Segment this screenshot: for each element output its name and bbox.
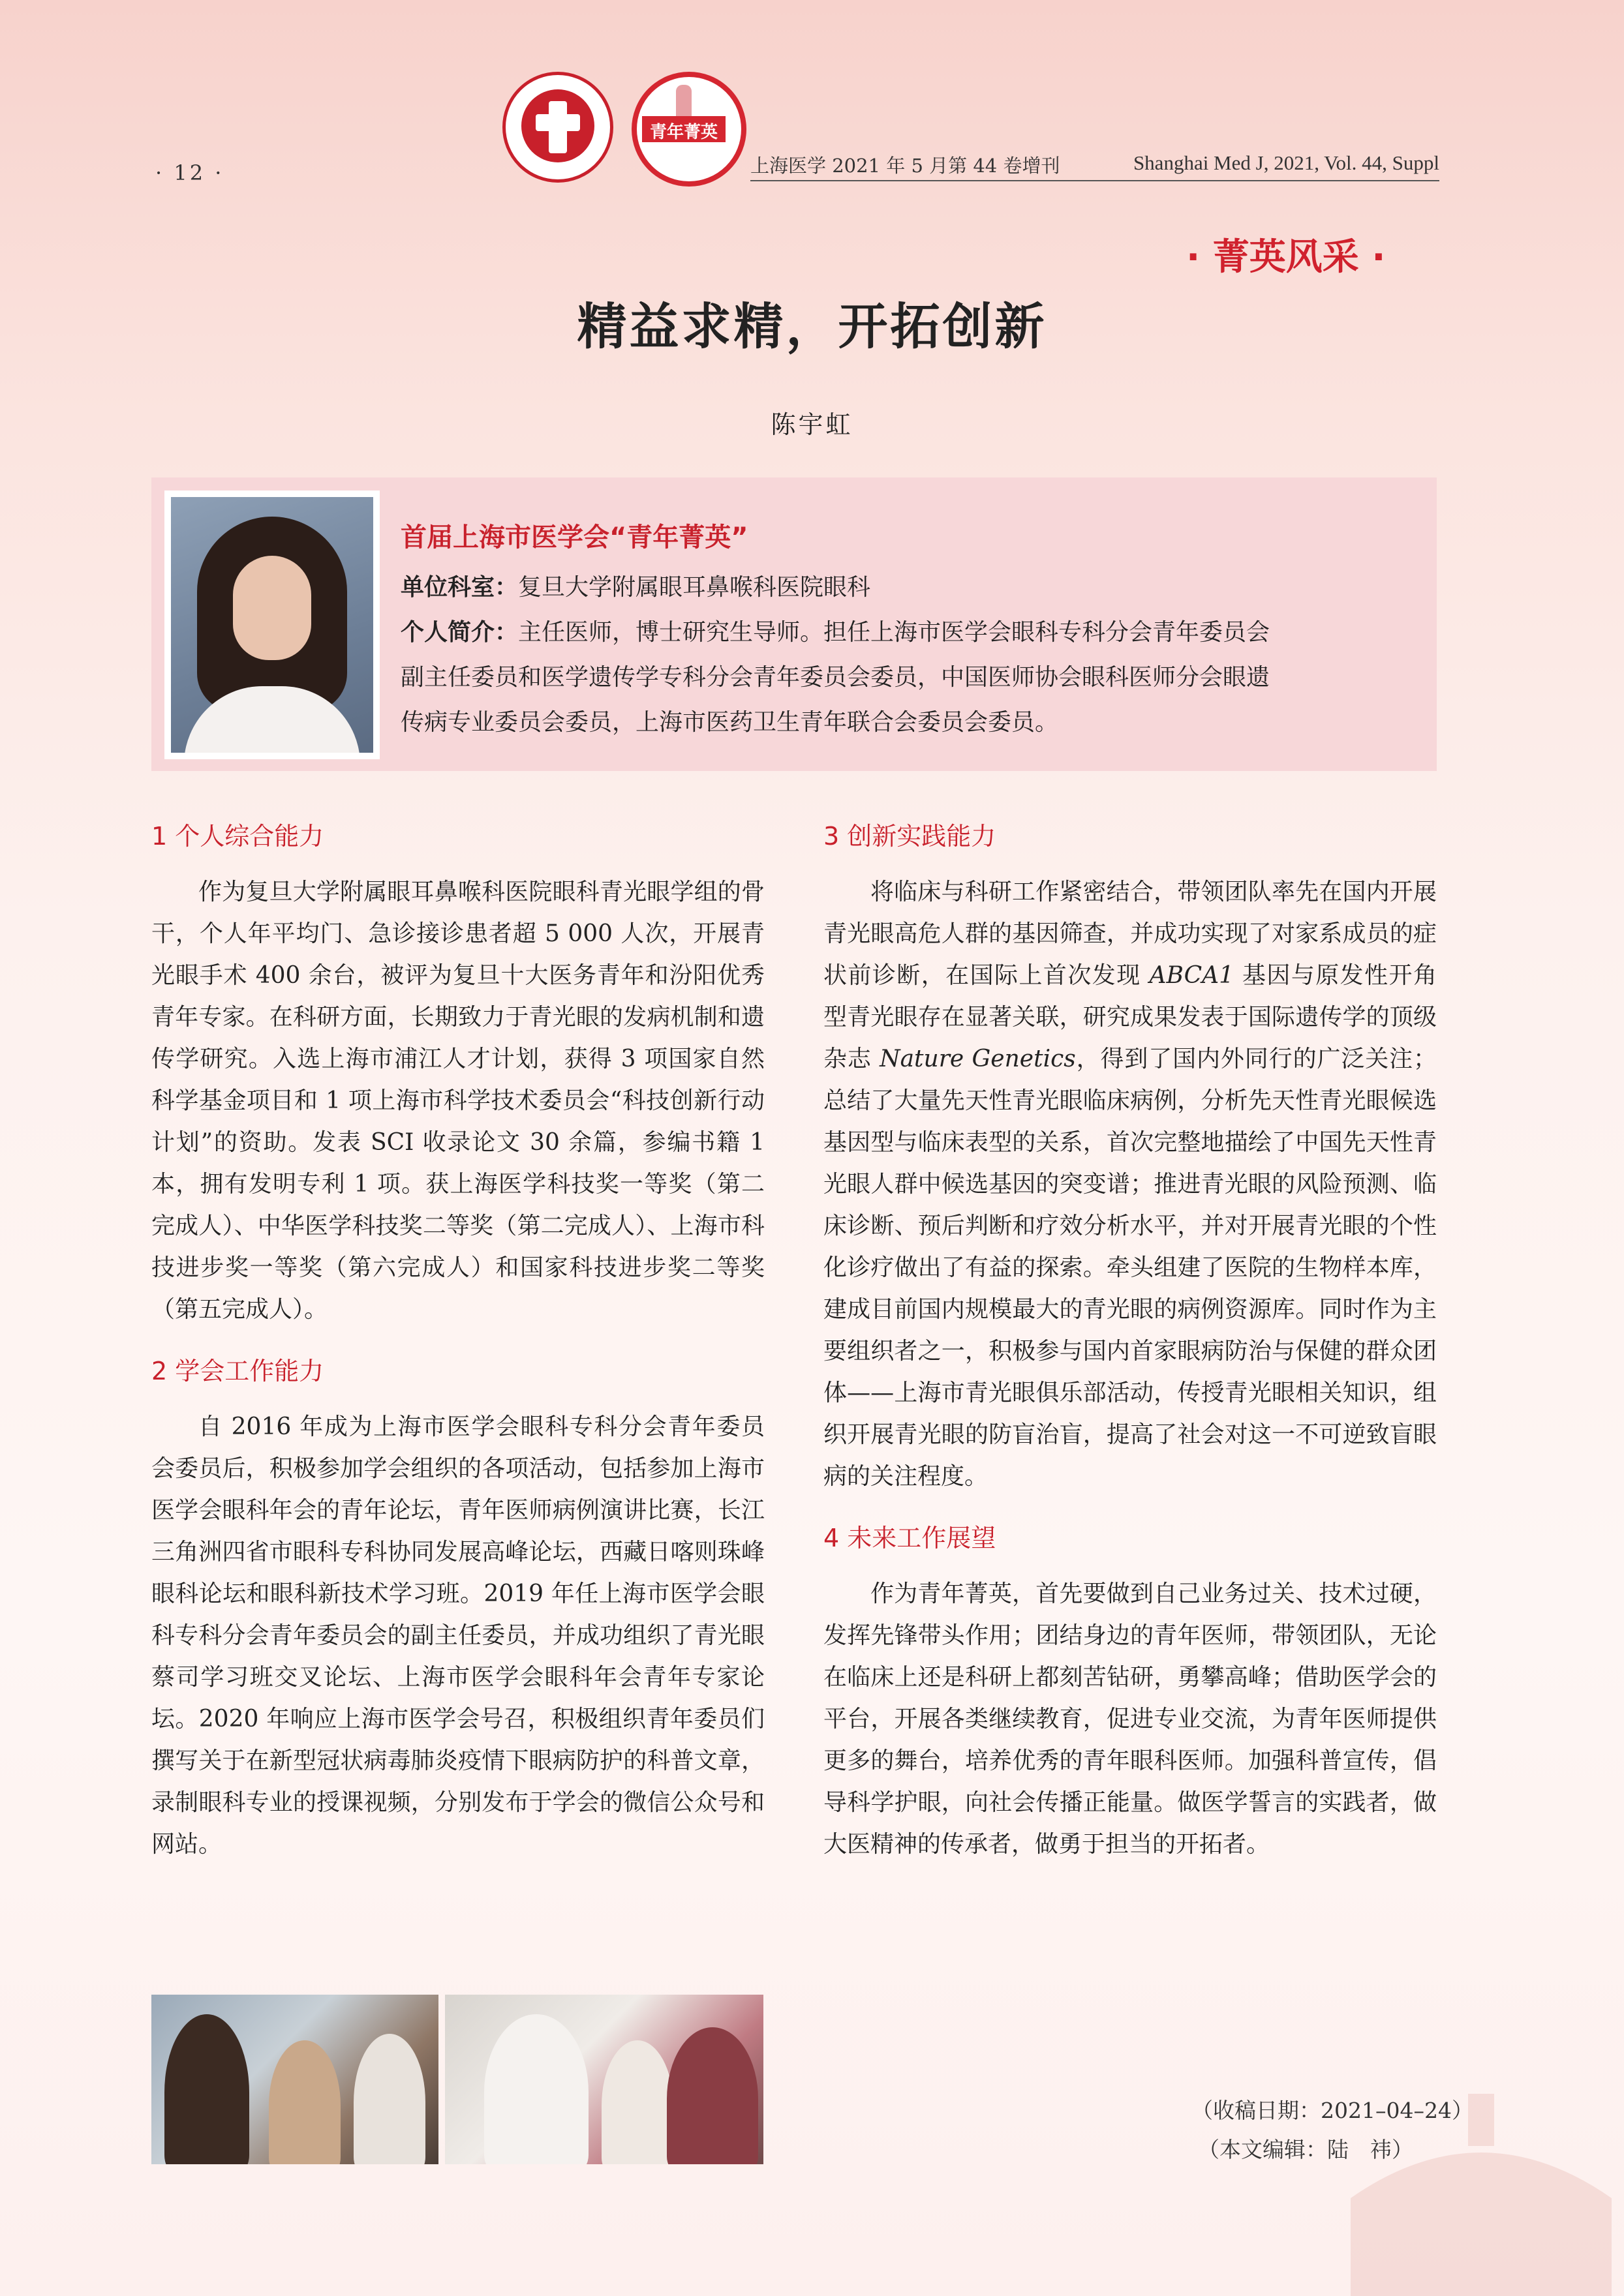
logo-cross-shape: [536, 114, 580, 131]
bio-text-1: 主任医师，博士研究生导师。担任上海市医学会眼科专科分会青年委员会: [518, 619, 1270, 646]
section-1-text: 作为复旦大学附属眼耳鼻喉科医院眼科青光眼学组的骨干，个人年平均门、急诊接诊患者超 5 000 人次，开展青光眼手术 400 余台，被评为复旦十大医务青年和汾阳优秀青年专家。在科研方面，长期致力于青光眼的发病机制和遗传学研究。入选上海市浦江人才计划，获得 3 项国家自然科学基金项目和 1 项上海市科学技术委员会“科技创新行动计划”的资助。发表 SCI 收录论文 30 余篇，参编书籍 1 本，拥有发明专利 1 项。获上海医学科技奖一等奖（第二完成人）、中华医学科技奖二等奖（第二完成人）、上海市科技进步奖一等奖（第六完成人）和国家科技进步奖二等奖（第五完成人）。: [151, 879, 765, 1323]
section-4-text: 作为青年菁英，首先要做到自己业务过关、技术过硬，发挥先锋带头作用；团结身边的青年医师，带领团队，无论在临床上还是科研上都刻苦钻研，勇攀高峰；借助医学会的平台，开展各类继续教育，促进专业交流，为青年医师提供更多的舞台，培养优秀的青年眼科医师。加强科普宣传，倡导科学护眼，向社会传播正能量。做医学誓言的实践者，做大医精神的传承者，做勇于担当的开拓者。: [823, 1580, 1437, 1858]
section-3-heading: 3 创新实践能力: [823, 822, 996, 851]
activity-photo-2: [445, 1995, 763, 2164]
profile-bio-line3: 传病专业委员会委员，上海市医药卫生青年联合会委员会委员。: [401, 709, 1059, 736]
watermark-spire: [1468, 2094, 1494, 2146]
photo-1-person-c: [354, 2034, 425, 2164]
page-number: · 12 ·: [155, 160, 224, 185]
section-4-heading: 4 未来工作展望: [823, 1524, 996, 1552]
right-column: [823, 815, 1437, 1865]
bio-label: 个人简介：: [401, 619, 519, 646]
section-3-text-c: ，得到了国内外同行的广泛关注；总结了大量先天性青光眼临床病例，分析先天性青光眼候选基因型与临床表型的关系，首次完整地描绘了中国先天性青光眼人群中候选基因的突变谱；推进青光眼的风险预测、临床诊断、预后判断和疗效分析水平，并对开展青光眼的个性化诊疗做出了有益的探索。牵头组建了医院的生物样本库，建成目前国内规模最大的青光眼的病例资源库。同时作为主要组织者之一，积极参与国内首家眼病防治与保健的群众团体——上海市青光眼俱乐部活动，传授青光眼相关知识，组织开展青光眼的防盲治盲，提高了社会对这一不可逆致盲眼病的关注程度。: [823, 1046, 1437, 1490]
journal-name: Nature Genetics: [880, 1046, 1076, 1072]
article-title: 精益求精，开拓创新: [577, 297, 1047, 355]
dept-value: 复旦大学附属眼耳鼻喉科医院眼科: [518, 574, 871, 601]
received-date: （收稿日期：2021–04–24）: [1191, 2098, 1473, 2123]
profile-bio-line2: 副主任委员和医学遗传学专科分会青年委员会委员，中国医师协会眼科医师分会眼遗: [401, 664, 1270, 691]
journal-header: [750, 151, 1439, 178]
profile-dept: [401, 565, 1418, 610]
building-watermark: [1338, 2002, 1624, 2296]
portrait-face: [233, 556, 311, 660]
author-portrait: [164, 491, 380, 759]
portrait-background: [171, 497, 373, 753]
photo-2-doctor: [484, 2014, 589, 2164]
section-3-text-b: 基因与原发性开角型青光眼存在显著关联，研究成果发表于国际遗传学的顶级杂志: [823, 962, 1437, 1072]
column-tag: · 菁英风采 ·: [1186, 236, 1386, 279]
section-1-heading: 1 个人综合能力: [151, 822, 324, 851]
section-3-text: [823, 871, 1437, 1498]
profile-bio-line1: [401, 610, 1418, 655]
watermark-dome: [1351, 2152, 1612, 2296]
editor-note: （本文编辑：陆 祎）: [1198, 2137, 1413, 2162]
article-author: 陈宇虹: [771, 410, 853, 439]
profile-heading: 首届上海市医学会“青年菁英”: [401, 522, 748, 552]
gene-name: ABCA1: [1149, 962, 1234, 989]
activity-photo-1: [151, 1995, 438, 2164]
section-2-heading: 2 学会工作能力: [151, 1357, 324, 1385]
logo-text: 青年菁英: [649, 123, 718, 142]
dept-label: 单位科室：: [401, 574, 519, 601]
photo-1-person-a: [164, 2014, 249, 2164]
left-column: [151, 815, 765, 1865]
photo-1-person-b: [269, 2040, 341, 2164]
journal-title-en: Shanghai Med J, 2021, Vol. 44, Suppl: [1133, 151, 1439, 174]
photo-2-patient: [667, 2027, 758, 2164]
header-rule: [750, 180, 1439, 181]
section-3-text-a: 将临床与科研工作紧密结合，带领团队率先在国内开展青光眼高危人群的基因筛查，并成功实现了对家系成员的症状前诊断，在国际上首次发现: [823, 879, 1437, 989]
shanghai-medical-association-logo: [502, 72, 613, 183]
youth-elite-logo: [632, 72, 746, 187]
section-2-text: 自 2016 年成为上海市医学会眼科专科分会青年委员会委员后，积极参加学会组织的各项活动，包括参加上海市医学会眼科年会的青年论坛，青年医师病例演讲比赛，长江三角洲四省市眼科专科协同发展高峰论坛，西藏日喀则珠峰眼科论坛和眼科新技术学习班。2019 年任上海市医学会眼科专科分会青年委员会的副主任委员，并成功组织了青光眼蔡司学习班交叉论坛、上海市医学会眼科年会青年专家论坛。2020 年响应上海市医学会号召，积极组织青年委员们撰写关于在新型冠状病毒肺炎疫情下眼病防护的科普文章，录制眼科专业的授课视频，分别发布于学会的微信公众号和网站。: [151, 1413, 765, 1858]
journal-title-cn: 上海医学 2021 年 5 月第 44 卷增刊: [750, 155, 1060, 177]
photo-2-doctor-b: [602, 2040, 673, 2164]
logo-tower-shape: [676, 85, 692, 116]
